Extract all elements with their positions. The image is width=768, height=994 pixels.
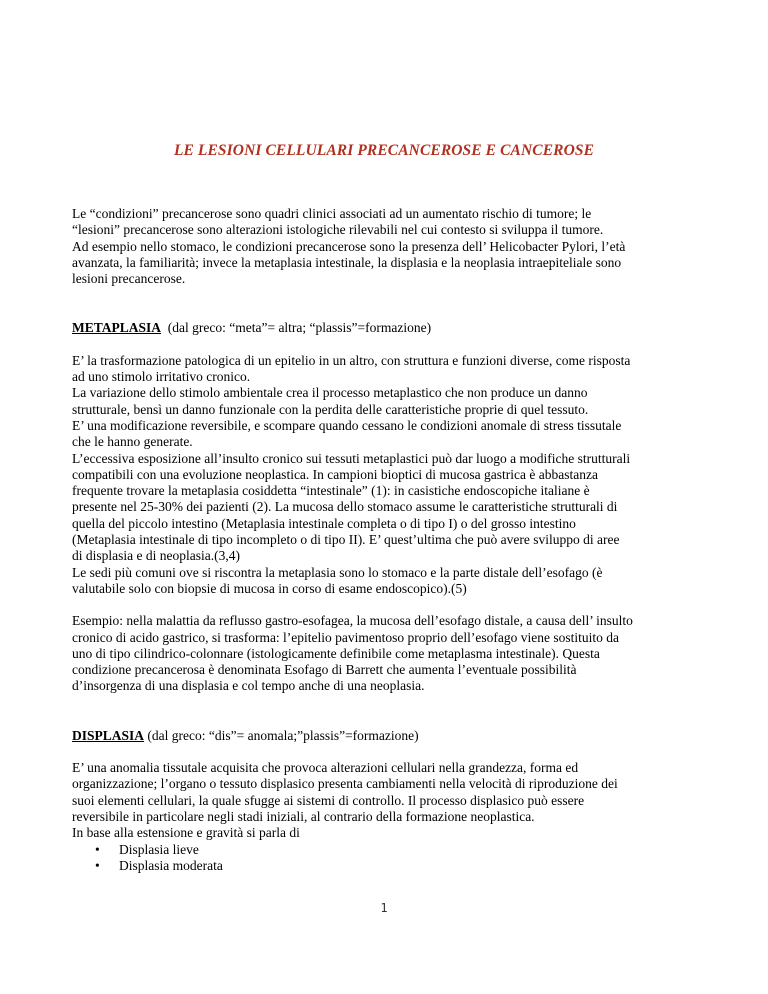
displasia-heading	[72, 728, 712, 744]
text-line: E’ una modificazione reversibile, e scompare quando cessano le condizioni anomale di stress tissutale	[72, 417, 622, 433]
metaplasia-heading-word: METAPLASIA	[72, 320, 162, 336]
text-line: condizione precancerosa è denominata Esofago di Barrett che aumenta l’eventuale possibilità	[72, 662, 577, 678]
text-line: Le “condizioni” precancerose sono quadri clinici associati ad un aumentato rischio di tumore; le	[72, 206, 592, 221]
text-line: presente nel 25-30% dei pazienti (2). La mucosa dello stomaco assume le caratteristiche strutturali di	[72, 499, 618, 515]
list-item	[95, 842, 712, 858]
text-line: E’ la trasformazione patologica di un epitelio in un altro, con struttura e funzioni diverse, come risposta	[72, 352, 631, 368]
text-line: “lesioni” precancerose sono alterazioni istologiche rilevabili nel cui contesto si sviluppa il tumore.	[72, 222, 604, 238]
document-title: LE LESIONI CELLULARI PRECANCEROSE E CANCEROSE	[173, 142, 595, 159]
displasia-heading-word: DISPLASIA	[72, 727, 145, 743]
list-item-label: Displasia lieve	[119, 841, 199, 857]
intro-paragraph	[72, 206, 712, 287]
displasia-levels-list	[72, 842, 712, 875]
text-line: di displasia e di neoplasia.(3,4)	[72, 548, 240, 564]
text-line: d’insorgenza di una displasia e col tempo anche di una neoplasia.	[72, 678, 425, 694]
text-line: L’eccessiva esposizione all’insulto cronico sui tessuti metaplastici può dar luogo a modifiche strutturali	[72, 450, 631, 466]
text-line: E’ una anomalia tissutale acquisita che provoca alterazioni cellulari nella grandezza, forma ed	[72, 760, 579, 776]
metaplasia-heading	[72, 320, 712, 336]
text-line: frequente trovare la metaplasia cosiddetta “intestinale” (1): in casistiche endoscopiche italiane è	[72, 483, 590, 499]
text-line: La variazione dello stimolo ambientale crea il processo metaplastico che non produce un danno	[72, 385, 588, 401]
page-number: 1	[380, 901, 388, 915]
text-line: cronico di acido gastrico, si trasforma: l’epitelio pavimentoso proprio dell’esofago viene sostituito da	[72, 629, 619, 645]
bullet-icon: •	[95, 841, 100, 857]
text-line: compatibili con una evoluzione neoplastica. In campioni bioptici di mucosa gastrica è abbastanza	[72, 466, 598, 482]
metaplasia-paragraph-1	[72, 353, 712, 597]
text-line: In base alla estensione e gravità si parla di	[72, 825, 300, 841]
metaplasia-heading-note: (dal greco: “meta”= altra; “plassis”=formazione)	[161, 320, 432, 336]
text-line: avanzata, la familiarità; invece la metaplasia intestinale, la displasia e la neoplasia intraepiteliale sono	[72, 254, 622, 270]
text-line: suoi elementi cellulari, la quale sfugge ai sistemi di controllo. Il processo displasico può essere	[72, 792, 585, 808]
text-line: lesioni precancerose.	[72, 271, 186, 287]
text-line: organizzazione; l’organo o tessuto displasico presenta cambiamenti nella velocità di riproduzione dei	[72, 776, 618, 792]
list-item-label: Displasia moderata	[119, 857, 223, 873]
text-line: valutabile solo con biopsie di mucosa in corso di esame endoscopico).(5)	[72, 580, 467, 596]
displasia-heading-note: (dal greco: “dis”= anomala;”plassis”=formazione)	[144, 727, 419, 743]
list-item	[95, 858, 712, 874]
text-line: Le sedi più comuni ove si riscontra la metaplasia sono lo stomaco e la parte distale dell’esofago (è	[72, 564, 603, 580]
text-line: ad uno stimolo irritativo cronico.	[72, 369, 251, 385]
displasia-paragraph-1	[72, 760, 712, 841]
text-line: (Metaplasia intestinale di tipo incompleto o di tipo II). E’ quest’ultima che può avere sviluppo di aree	[72, 532, 620, 548]
metaplasia-paragraph-2	[72, 613, 712, 694]
text-line: strutturale, bensì un danno funzionale con la perdita delle caratteristiche proprie di quel tessuto.	[72, 401, 589, 417]
text-line: Ad esempio nello stomaco, le condizioni precancerose sono la presenza dell’ Helicobacter Pylori, l’età	[72, 238, 626, 254]
text-line: reversibile in particolare negli stadi iniziali, al contrario della formazione neoplastica.	[72, 808, 535, 824]
text-line: quella del piccolo intestino (Metaplasia intestinale completa o di tipo I) o del grosso intestino	[72, 515, 576, 531]
text-line: che le hanno generate.	[72, 434, 193, 450]
text-line: uno di tipo cilindrico-colonnare (istologicamente definibile come metaplasma intestinale). Questa	[72, 645, 600, 661]
document-body	[72, 206, 712, 874]
text-line: Esempio: nella malattia da reflusso gastro-esofagea, la mucosa dell’esofago distale, a causa dell’ insulto	[72, 613, 633, 629]
bullet-icon: •	[95, 857, 100, 873]
